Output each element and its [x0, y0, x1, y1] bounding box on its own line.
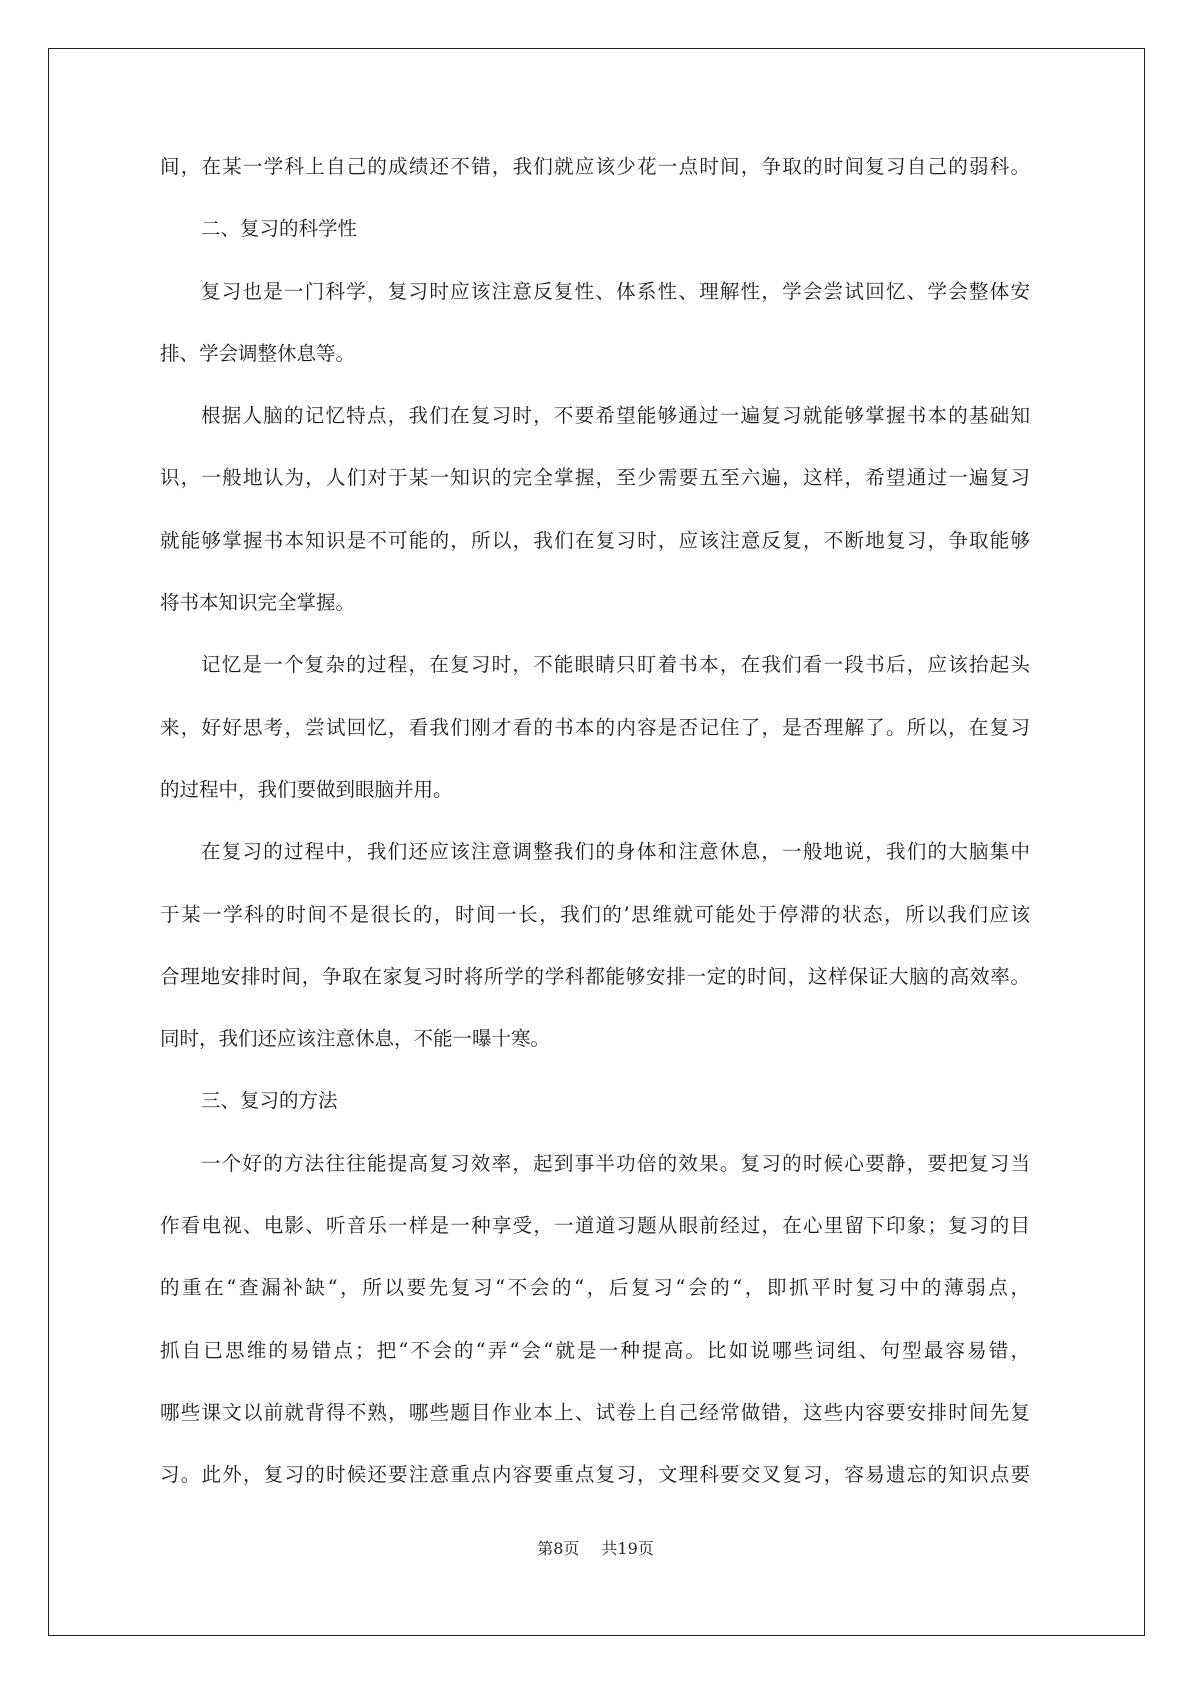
text-line: 二、复习的科学性 [201, 217, 358, 241]
page-total: 共19页 [601, 1539, 654, 1558]
text-line: 的重在“查漏补缺“，所以要先复习“不会的“，后复习“会的“，即抓平时复习中的薄弱点， [160, 1276, 1030, 1300]
text-line: 就能够掌握书本知识是不可能的，所以，我们在复习时，应该注意反复，不断地复习，争取能够 [160, 528, 1030, 552]
text-line: 记忆是一个复杂的过程，在复习时，不能眼睛只盯着书本，在我们看一段书后，应该抬起头 [201, 653, 1030, 677]
text-line: 三、复习的方法 [201, 1089, 338, 1113]
text-line: 识，一般地认为，人们对于某一知识的完全掌握，至少需要五至六遍，这样，希望通过一遍复习 [160, 466, 1030, 490]
text-line: 哪些课文以前就背得不熟，哪些题目作业本上、试卷上自己经常做错，这些内容要安排时间先复 [160, 1400, 1030, 1424]
page-number: 第8页 [537, 1539, 580, 1558]
text-line: 来，好好思考，尝试回忆，看我们刚才看的书本的内容是否记住了，是否理解了。所以，在复习 [160, 715, 1030, 739]
text-line: 一个好的方法往往能提高复习效率，起到事半功倍的效果。复习的时候心要静，要把复习当 [201, 1151, 1030, 1175]
text-line: 合理地安排时间，争取在家复习时将所学的学科都能够安排一定的时间，这样保证大脑的高效率。 [160, 964, 1030, 988]
text-line: 排、学会调整休息等。 [160, 341, 356, 365]
text-line: 习。此外，复习的时候还要注意重点内容要重点复习，文理科要交叉复习，容易遗忘的知识点要 [160, 1463, 1030, 1487]
document-body [160, 152, 1030, 1523]
text-line: 的过程中，我们要做到眼脑并用。 [160, 777, 453, 801]
text-line: 复习也是一门科学，复习时应该注意反复性、体系性、理解性，学会尝试回忆、学会整体安 [201, 279, 1030, 303]
text-line: 作看电视、电影、听音乐一样是一种享受，一道道习题从眼前经过，在心里留下印象；复习的目 [160, 1214, 1030, 1238]
text-line: 抓自已思维的易错点；把“不会的“弄“会“就是一种提高。比如说哪些词组、句型最容易错， [160, 1338, 1030, 1362]
text-line: 间，在某一学科上自己的成绩还不错，我们就应该少花一点时间，争取的时间复习自己的弱科。 [160, 155, 1030, 178]
text-line: 在复习的过程中，我们还应该注意调整我们的身体和注意休息，一般地说，我们的大脑集中 [201, 840, 1030, 864]
text-line: 于某一学科的时间不是很长的，时间一长，我们的’思维就可能处于停滞的状态，所以我们应该 [160, 902, 1030, 926]
text-line: 将书本知识完全掌握。 [160, 591, 356, 615]
text-line: 根据人脑的记忆特点，我们在复习时，不要希望能够通过一遍复习就能够掌握书本的基础知 [201, 404, 1030, 428]
page-footer [0, 1536, 1191, 1559]
text-line: 同时，我们还应该注意休息，不能一曝十寒。 [160, 1027, 551, 1051]
